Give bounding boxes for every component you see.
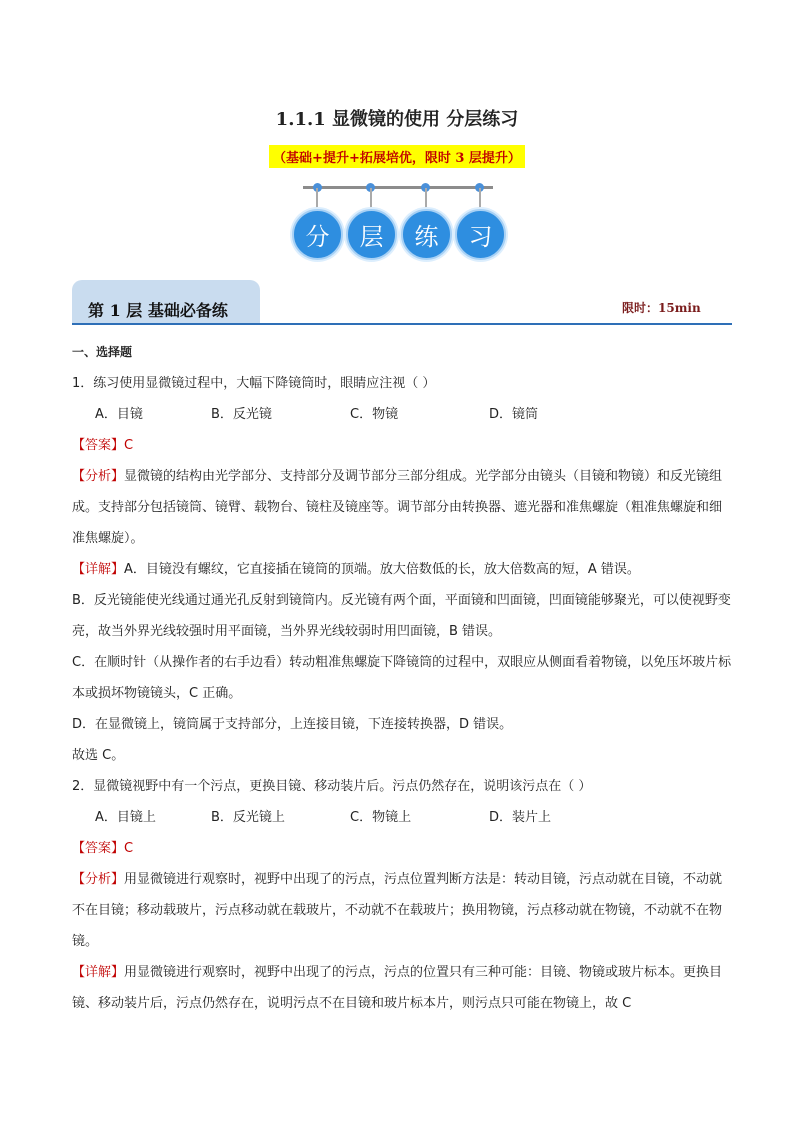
level-title: 第 1 层 基础必备练 bbox=[88, 301, 228, 320]
q1-detail-d: D．在显微镜上，镜筒属于支持部分，上连接目镜，下连接转换器，D 错误。 bbox=[72, 717, 513, 732]
time-limit: 限时：15min bbox=[622, 301, 701, 315]
q2-option-c: C．物镜上 bbox=[350, 810, 412, 825]
q1-option-c: C．物镜 bbox=[350, 407, 399, 422]
page-subtitle: （基础+提升+拓展培优，限时 3 层提升） bbox=[269, 145, 525, 168]
q2-answer bbox=[72, 833, 734, 864]
badge-ceng: 层 bbox=[346, 209, 397, 260]
answer-value: C bbox=[124, 841, 134, 856]
q1-detail-b: B．反光镜能使光线通过通光孔反射到镜筒内。反光镜有两个面，平面镜和凹面镜，凹面镜能够聚光，可以使视野变亮，故当外界光线较强时用平面镜，当外界光线较弱时用凹面镜，B 错误。 bbox=[72, 593, 731, 639]
answer-tag: 【答案】 bbox=[72, 438, 125, 453]
q1-detail-c: C．在顺时针（从操作者的右手边看）转动粗准焦螺旋下降镜筒的过程中，双眼应从侧面看着物镜，以免压坏玻片标本或损坏物镜镜头，C 正确。 bbox=[72, 655, 732, 701]
q1-stem: 1．练习使用显微镜过程中，大幅下降镜筒时，眼睛应注视（ ） bbox=[72, 376, 436, 391]
q2-option-b: B．反光镜上 bbox=[211, 810, 285, 825]
q1-analysis bbox=[72, 461, 734, 554]
badge-fen: 分 bbox=[292, 209, 343, 260]
analysis-text: 显微镜的结构由光学部分、支持部分及调节部分三部分组成。光学部分由镜头（目镜和物镜）和反光镜组成。支持部分包括镜筒、镜臂、载物台、镜柱及镜座等。调节部分由转换器、遮光器和准焦螺旋（粗准焦螺旋和细准焦螺旋）。 bbox=[72, 469, 723, 546]
answer-value: C bbox=[124, 438, 134, 453]
badge-xi: 习 bbox=[455, 209, 506, 260]
q2-stem: 2．显微镜视野中有一个污点，更换目镜、移动装片后。污点仍然存在，说明该污点在（ ） bbox=[72, 779, 592, 794]
detail-text: 用显微镜进行观察时，视野中出现了的污点，污点的位置只有三种可能：目镜、物镜或玻片标本。更换目镜、移动装片后，污点仍然存在，说明污点不在目镜和玻片标本片，则污点只可能在物镜上，故 C bbox=[72, 965, 723, 1011]
q2-options bbox=[72, 802, 734, 833]
answer-tag: 【答案】 bbox=[72, 841, 125, 856]
badge-lian: 练 bbox=[401, 209, 452, 260]
detail-tag: 【详解】 bbox=[72, 965, 125, 980]
analysis-tag: 【分析】 bbox=[72, 872, 125, 887]
detail-text: A．目镜没有螺纹，它直接插在镜筒的顶端。放大倍数低的长，放大倍数高的短，A 错误。 bbox=[124, 562, 640, 577]
analysis-text: 用显微镜进行观察时，视野中出现了的污点，污点位置判断方法是：转动目镜，污点动就在目镜，不动就不在目镜；移动载玻片，污点移动就在载玻片，不动就不在载玻片；换用物镜，污点移动就在物镜，不动就不在物镜。 bbox=[72, 872, 723, 949]
q1-option-a: A．目镜 bbox=[95, 407, 143, 422]
q1-options bbox=[72, 399, 734, 430]
analysis-tag: 【分析】 bbox=[72, 469, 125, 484]
q2-option-a: A．目镜上 bbox=[95, 810, 156, 825]
q2-analysis bbox=[72, 864, 734, 957]
q2-option-d: D．装片上 bbox=[489, 810, 552, 825]
badge-rail bbox=[303, 186, 493, 189]
section-title: 一、选择题 bbox=[72, 345, 133, 359]
page-title: 1.1.1 显微镜的使用 分层练习 bbox=[275, 109, 519, 130]
q1-answer bbox=[72, 430, 734, 461]
q1-conclusion: 故选 C。 bbox=[72, 748, 125, 763]
q1-option-b: B．反光镜 bbox=[211, 407, 272, 422]
q2-detail bbox=[72, 957, 734, 1019]
q1-option-d: D．镜筒 bbox=[489, 407, 539, 422]
level-divider bbox=[72, 323, 732, 325]
detail-tag: 【详解】 bbox=[72, 562, 125, 577]
q1-detail-a bbox=[72, 554, 734, 585]
question-content bbox=[72, 342, 734, 1019]
